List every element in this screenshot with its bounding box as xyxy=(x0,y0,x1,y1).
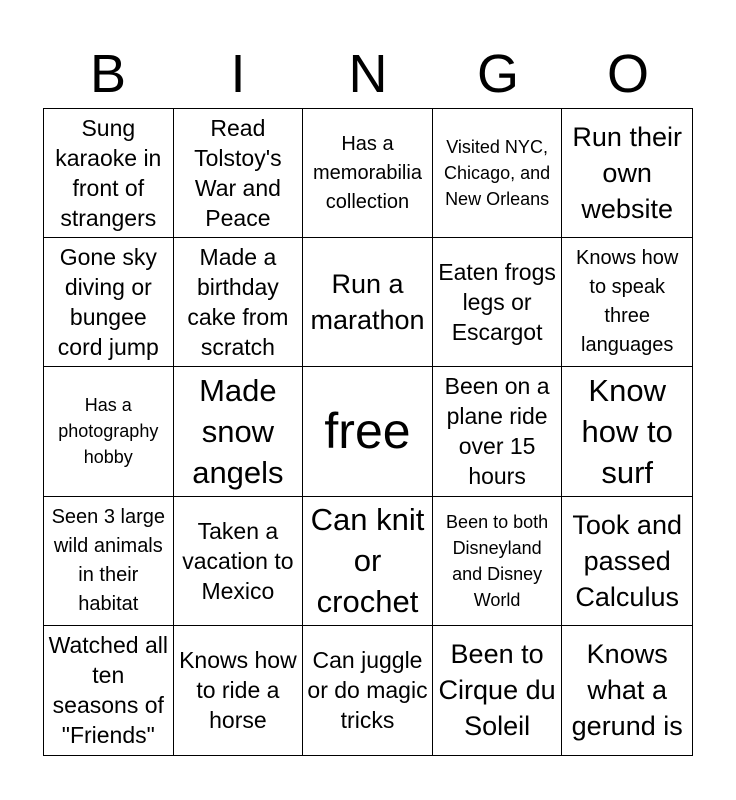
header-letter-g: G xyxy=(476,44,519,104)
cell-text: Seen 3 large wild animals in their habitat xyxy=(51,505,165,615)
bingo-cell-free[interactable] xyxy=(303,367,433,496)
bingo-cell-r4-c3[interactable] xyxy=(303,497,433,626)
bingo-cell-r5-c2[interactable] xyxy=(174,626,304,755)
cell-text: Can knit or crochet xyxy=(310,502,425,620)
cell-text: Can juggle or do magic tricks xyxy=(307,647,428,734)
bingo-cell-r3-c5[interactable] xyxy=(562,367,692,496)
bingo-cell-r1-c2[interactable] xyxy=(174,109,304,238)
bingo-cell-r1-c3[interactable] xyxy=(303,109,433,238)
bingo-cell-r2-c1[interactable] xyxy=(44,238,174,367)
bingo-cell-r4-c1[interactable] xyxy=(44,497,174,626)
cell-text: Visited NYC, Chicago, and New Orleans xyxy=(444,137,551,210)
header-letter-b: B xyxy=(89,44,127,104)
cell-text: Sung karaoke in front of strangers xyxy=(55,115,162,232)
cell-text: Taken a vacation to Mexico xyxy=(182,517,294,604)
bingo-cell-r2-c2[interactable] xyxy=(174,238,304,367)
free-space-text: free xyxy=(324,403,411,460)
bingo-cell-r2-c5[interactable] xyxy=(562,238,692,367)
cell-text: Made a birthday cake from scratch xyxy=(187,244,289,361)
bingo-cell-r4-c4[interactable] xyxy=(433,497,563,626)
cell-text: Been to both Disneyland and Disney World xyxy=(446,511,549,610)
bingo-cell-r2-c4[interactable] xyxy=(433,238,563,367)
bingo-cell-r5-c1[interactable] xyxy=(44,626,174,755)
cell-text: Eaten frogs legs or Escargot xyxy=(438,259,556,346)
bingo-cell-r1-c5[interactable] xyxy=(562,109,692,238)
bingo-cell-r5-c5[interactable] xyxy=(562,626,692,755)
bingo-cell-r4-c5[interactable] xyxy=(562,497,692,626)
bingo-cell-r5-c4[interactable] xyxy=(433,626,563,755)
cell-text: Watched all ten seasons of "Friends" xyxy=(48,632,168,749)
bingo-cell-r2-c3[interactable] xyxy=(303,238,433,367)
cell-text: Been on a plane ride over 15 hours xyxy=(444,373,550,490)
cell-text: Knows what a gerund is xyxy=(571,639,683,742)
header-letter-i: I xyxy=(230,44,246,104)
bingo-cell-r1-c4[interactable] xyxy=(433,109,563,238)
header-letter-n: N xyxy=(348,44,388,104)
cell-text: Has a photography hobby xyxy=(58,395,159,468)
bingo-board xyxy=(43,108,693,756)
cell-text: Has a memorabilia collection xyxy=(313,132,422,213)
cell-text: Took and passed Calculus xyxy=(572,509,682,612)
cell-text: Run a marathon xyxy=(310,269,425,336)
bingo-cell-r3-c1[interactable] xyxy=(44,367,174,496)
bingo-header xyxy=(43,40,693,108)
cell-text: Made snow angels xyxy=(192,372,284,490)
bingo-cell-r3-c2[interactable] xyxy=(174,367,304,496)
cell-text: Been to Cirque du Soleil xyxy=(438,639,556,742)
bingo-cell-r3-c4[interactable] xyxy=(433,367,563,496)
cell-text: Read Tolstoy's War and Peace xyxy=(194,115,282,232)
cell-text: Knows how to ride a horse xyxy=(179,647,297,734)
cell-text: Knows how to speak three languages xyxy=(576,247,679,357)
bingo-cell-r4-c2[interactable] xyxy=(174,497,304,626)
cell-text: Gone sky diving or bungee cord jump xyxy=(57,244,159,361)
header-letter-o: O xyxy=(606,44,649,104)
cell-text: Run their own website xyxy=(572,122,682,225)
cell-text: Know how to surf xyxy=(581,372,673,490)
bingo-cell-r1-c1[interactable] xyxy=(44,109,174,238)
bingo-cell-r5-c3[interactable] xyxy=(303,626,433,755)
